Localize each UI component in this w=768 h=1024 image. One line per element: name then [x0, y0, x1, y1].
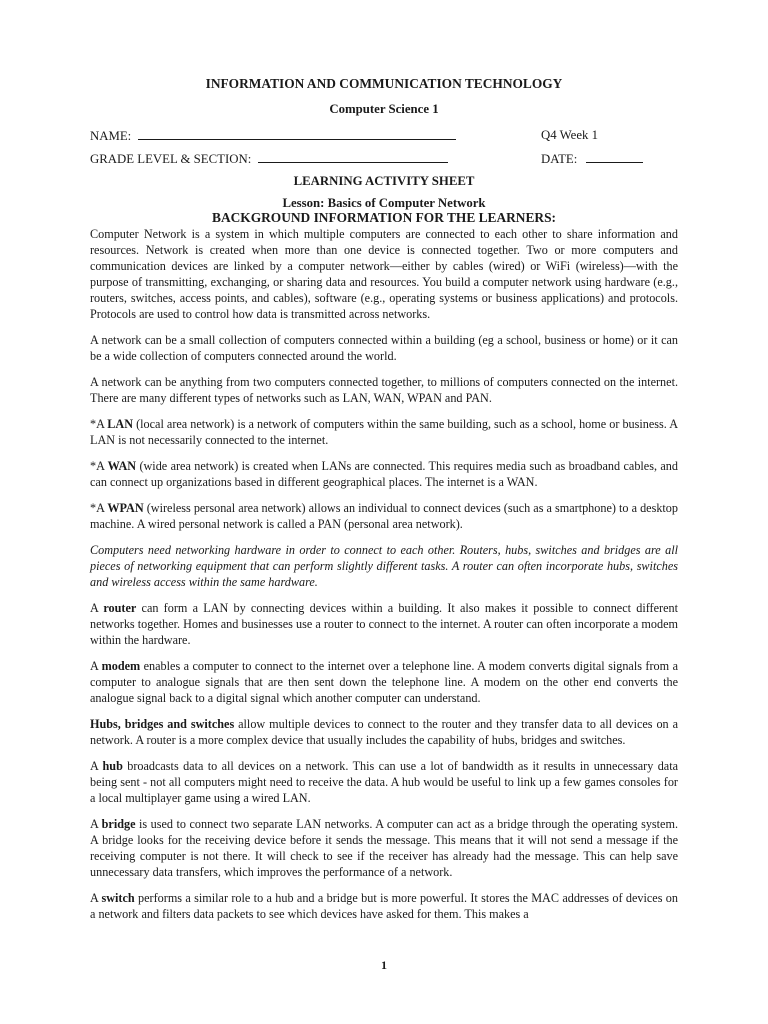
wpan-paragraph: [90, 500, 678, 532]
name-label: NAME:: [90, 129, 132, 143]
router-paragraph: [90, 600, 678, 648]
grade-level-field[interactable]: [258, 150, 448, 163]
lesson-title: Lesson: Basics of Computer Network: [282, 196, 486, 210]
document-body: [90, 226, 678, 922]
switch-term: switch: [101, 891, 135, 905]
lan-prefix: *A: [90, 417, 108, 431]
grade-level-label: GRADE LEVEL & SECTION:: [90, 152, 252, 166]
router-prefix: A: [90, 601, 104, 615]
modem-prefix: A: [90, 659, 102, 673]
router-text: can form a LAN by connecting devices within a building. It also makes it possible to connect different networks together. Homes and businesses use a router to connect to the internet. A router can often incorporate a modem within the hardware.: [90, 601, 678, 647]
modem-paragraph: [90, 658, 678, 706]
switch-prefix: A: [90, 891, 102, 905]
network-scope-paragraph: A network can be a small collection of computers connected within a building (eg a school, business or home) or it can be a wide collection of computers connected around the world.: [90, 333, 678, 363]
bridge-paragraph: [90, 816, 678, 880]
switch-text: performs a similar role to a hub and a bridge but is more powerful. It stores the MAC addresses of devices on a network and filters data packets to see which devices have asked for them. This makes a: [90, 891, 678, 921]
hardware-note-paragraph: Computers need networking hardware in order to connect to each other. Routers, hubs, switches and bridges are all pieces of networking equipment that can perform slightly different tasks. A router can often incorporate hubs, switches and wireless access within the same hardware.: [90, 543, 678, 589]
name-field[interactable]: [138, 127, 456, 140]
modem-term: modem: [101, 659, 141, 673]
document-title: INFORMATION AND COMMUNICATION TECHNOLOGY: [205, 76, 563, 91]
page-number: 1: [381, 958, 387, 972]
date-label: DATE:: [541, 152, 578, 166]
week-label: Q4 Week 1: [541, 128, 599, 142]
wan-prefix: *A: [90, 459, 108, 473]
name-row: [90, 127, 678, 144]
wpan-term: WPAN: [107, 501, 144, 515]
date-field[interactable]: [586, 150, 643, 163]
hubs-bridges-text: allow multiple devices to connect to the router and they transfer data to all devices on a network. A router is a more complex device that usually includes the capability of hubs, bridges and switches.: [90, 717, 678, 747]
lan-term: LAN: [107, 417, 134, 431]
hubs-bridges-term: Hubs, bridges and switches: [90, 717, 235, 731]
hub-text: broadcasts data to all devices on a network. This can use a lot of bandwidth as it results in unnecessary data being sent - not all computers might need to receive the data. A hub would be useful to link up a few games consoles for a local multiplayer game using a wired LAN.: [90, 759, 678, 805]
hub-term: hub: [102, 759, 123, 773]
background-heading: BACKGROUND INFORMATION FOR THE LEARNERS:: [212, 210, 556, 225]
wan-text: (wide area network) is created when LANs are connected. This requires media such as broadband cables, and can connect up organizations based in different geographical places. The internet is a WAN.: [90, 459, 678, 489]
subject-title: Computer Science 1: [329, 102, 439, 116]
wan-term: WAN: [107, 459, 137, 473]
hub-paragraph: [90, 758, 678, 806]
bridge-text: is used to connect two separate LAN networks. A computer can act as a bridge through the operating system. A bridge looks for the receiving device before it sends the message. This means that it will not send a message if the receiving computer is not there. It will check to see if the receiver has already had the message. This can help save unnecessary data transfers, which improves the performance of a network.: [90, 817, 678, 879]
lan-text: (local area network) is a network of computers within the same building, such as a school, home or business. A LAN is not necessarily connected to the internet.: [90, 417, 678, 447]
date-row: [541, 150, 643, 167]
lan-paragraph: [90, 416, 678, 448]
grade-row: [90, 150, 678, 167]
switch-paragraph: [90, 890, 678, 922]
router-term: router: [103, 601, 137, 615]
intro-paragraph: Computer Network is a system in which multiple computers are connected to each other to share information and resources. Network is created when more than one device is connected together. Two or more computers and communication devices are linked by a computer network—either by cables (wired) or WiFi (wireless)—with the purpose of transmitting, exchanging, or sharing data and resources. You build a computer network using hardware (e.g., routers, switches, access points, and cables), software (e.g., operating systems or business applications) and protocols. Protocols are used to control how data is transmitted across networks.: [90, 227, 678, 321]
wpan-prefix: *A: [90, 501, 108, 515]
network-types-paragraph: A network can be anything from two computers connected together, to millions of computers connected on the internet. There are many different types of networks such as LAN, WAN, WPAN and PAN.: [90, 375, 678, 405]
modem-text: enables a computer to connect to the internet over a telephone line. A modem converts digital signals from a computer to analogue signals that are then sent down the telephone line. A modem on the other end converts the analogue signal back to a digital signal which another computer can understand.: [90, 659, 678, 705]
hub-prefix: A: [90, 759, 103, 773]
wpan-text: (wireless personal area network) allows an individual to connect devices (such as a smartphone) to a desktop machine. A wired personal network is called a PAN (personal area network).: [90, 501, 678, 531]
hubs-bridges-paragraph: [90, 716, 678, 748]
sheet-title: LEARNING ACTIVITY SHEET: [293, 174, 475, 188]
bridge-prefix: A: [90, 817, 102, 831]
wan-paragraph: [90, 458, 678, 490]
bridge-term: bridge: [101, 817, 136, 831]
